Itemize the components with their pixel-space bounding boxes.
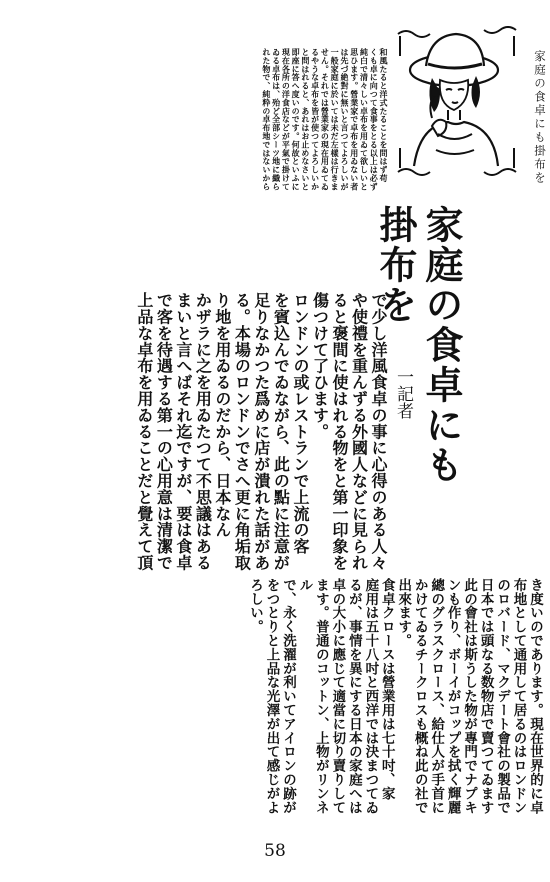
text-block-lower (33, 578, 543, 818)
article-title: 家庭の食卓にも掛布を (373, 205, 464, 485)
text-column: は先づ絶對に無いと言つてよろしいが (339, 48, 350, 191)
text-column: れた物で、純粋の卓布地ではないから (261, 48, 272, 191)
text-column: 此の會社は斯うした物が專門でナプキ (461, 578, 478, 815)
text-column: ると褒間に使はれる物をと第一印象を (329, 292, 349, 571)
text-column: 卓の大小に應じて適當に切り賣りして (329, 578, 346, 815)
text-column: 日本では頭なる数物店で賣つてゐます (477, 578, 494, 815)
text-block-middle (33, 292, 388, 577)
text-column: き度いのであります。現在世界的に卓 (527, 578, 543, 815)
text-column: 上品な卓布を用ゐることだと覺えて頂 (134, 292, 154, 571)
text-column: 總のグラスクロース、給仕人が手首に (428, 578, 445, 815)
text-column: ンも作り、ボーイがコップを拭く輝麗 (444, 578, 461, 815)
text-column: と問はれると、あれはお止めなさいと (300, 48, 311, 191)
text-column: 一般家庭に於いては未だ左樣は行きま (330, 48, 341, 191)
text-column: 食卓クロースは營業用は七十吋、家 (378, 578, 395, 801)
woman-with-hat-and-flower-illustration (396, 26, 518, 178)
text-column: ろしい。 (247, 578, 264, 634)
byline: 一記者 (393, 368, 413, 419)
text-column: 和風たると洋式たることを問はず苟 (379, 48, 389, 183)
text-column: ゐる卓布は、殆ど全部シーツ地に織ら (271, 48, 282, 191)
text-column: 出來ます。 (395, 578, 412, 648)
text-column: 思ひます。營業家で卓布を用ゐない者 (349, 48, 360, 191)
text-column: ます。普通のコットン、上物がリンネル (296, 578, 329, 815)
text-column: るやうな卓布を皆が使つてよろしいか (310, 48, 321, 191)
running-header: 家庭の食卓にも掛布を (533, 50, 547, 185)
text-column: のロバード、マクデート會社の製品で (494, 578, 511, 815)
text-column: や使禮を重んずる外國人などに見られ (349, 292, 369, 571)
text-column: かけてゐるチークロスも概ね此の社で (411, 578, 428, 815)
text-column: せん。それでは營業家の現在用ゐてゐ (320, 48, 331, 191)
text-column: り地を用ゐるのだから、日本なん (212, 292, 232, 538)
text-column: 庭用は五十八吋と西洋では決まつてゐ (362, 578, 379, 815)
text-column: 即座に答へ度いのです。何故といふに (291, 48, 302, 191)
text-column: るが、事情を異にする日本の家庭へは (345, 578, 362, 815)
text-column: で客を待遇する第一の心用意は清潔で (154, 292, 174, 571)
text-column: かザラに之を用ゐたつて不思議はある (193, 292, 213, 571)
text-column: で少し洋風食卓の事に心得のある人々 (369, 292, 388, 571)
text-column: ロンドンの或レストランで上流の客 (290, 292, 310, 555)
text-column: 純白で清々しい卓布を用ゐて欲しいと (359, 48, 370, 191)
text-column: まいと言へばそれ迄ですが、要は食卓 (173, 292, 193, 571)
text-column: をつとりと上品な光澤が出て感じがよ (263, 578, 280, 815)
text-column: を賓込んでゐながら、此の點に注意が (271, 292, 291, 571)
text-column: 傷つけて了ひます。 (310, 292, 330, 440)
text-column: 現在各所の洋食店などが平氣で掛けて (281, 48, 292, 191)
text-column: で、永く洗濯が利いてアイロンの跡が (279, 578, 296, 815)
text-column: 足りなかつた爲めに店が潰れた話があ (251, 292, 271, 571)
text-column: る。本場のロンドンでさへ更に角垢取 (232, 292, 252, 571)
text-column: くも卓に向つて食事をとる以上は必ず (369, 48, 380, 191)
text-column: 布地として通用して居るのはロンドン (510, 578, 527, 815)
page-number: 58 (264, 841, 286, 861)
